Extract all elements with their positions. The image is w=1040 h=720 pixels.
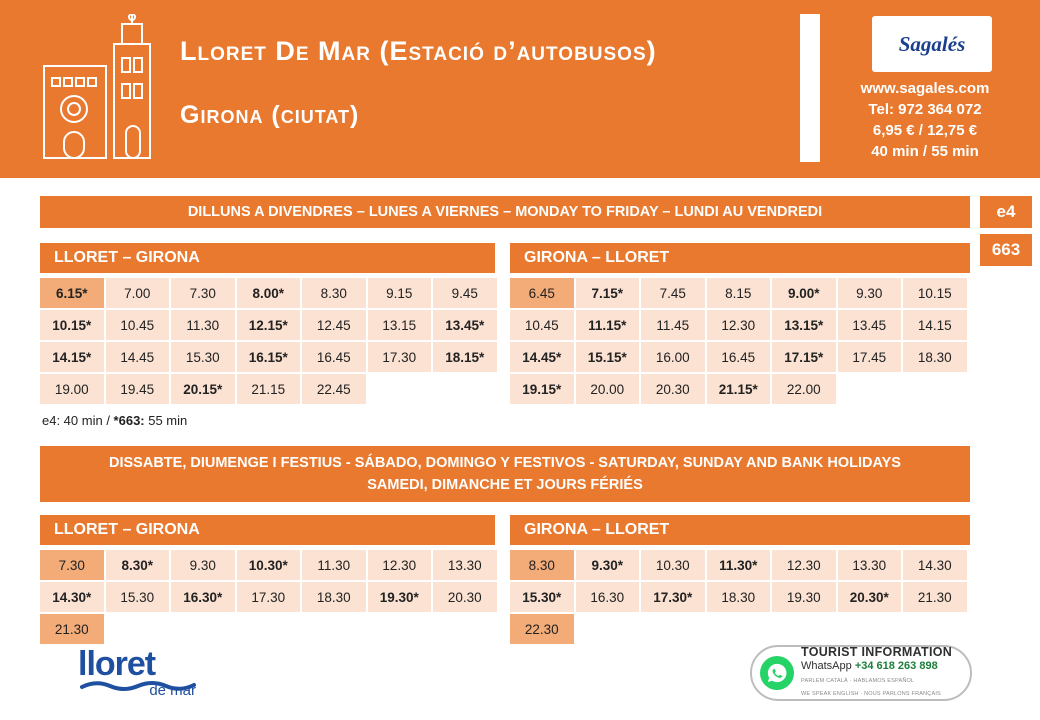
timetable-cell: 13.15* <box>772 310 836 340</box>
timetable-row <box>40 582 497 612</box>
legend-suffix: 55 min <box>144 413 188 428</box>
timetable-cell: 17.45 <box>838 342 902 372</box>
timetable-cell: 12.45 <box>302 310 366 340</box>
timetable-cell-empty <box>368 614 432 644</box>
timetable-cell: 15.30 <box>171 342 235 372</box>
timetable-row <box>510 614 967 644</box>
timetable-cell-empty <box>171 614 235 644</box>
weekend-band-line2: SAMEDI, DIMANCHE ET JOURS FÉRIÉS <box>367 477 643 493</box>
price-text: 6,95 € / 12,75 € <box>872 122 978 139</box>
timetable-cell: 16.30* <box>171 582 235 612</box>
timetable-row <box>40 614 497 644</box>
timetable-cell-empty <box>106 614 170 644</box>
timetable-cell: 13.15 <box>368 310 432 340</box>
whatsapp-icon <box>760 656 794 690</box>
timetable-cell: 16.45 <box>302 342 366 372</box>
timetable-cell: 10.15* <box>40 310 104 340</box>
timetable-cell: 11.30* <box>707 550 771 580</box>
timetable-cell: 18.30 <box>903 342 967 372</box>
timetable-cell-empty <box>838 374 902 404</box>
timetable-cell-empty <box>368 374 432 404</box>
timetable-cell: 14.15 <box>903 310 967 340</box>
phone-text: Tel: 972 364 072 <box>868 101 982 118</box>
timetable-cell: 18.30 <box>302 582 366 612</box>
timetable-cell: 14.45* <box>510 342 574 372</box>
timetable-cell: 21.30 <box>903 582 967 612</box>
weekend-girona-lloret-title: GIRONA – LLORET <box>510 515 970 545</box>
timetable-cell: 11.15* <box>576 310 640 340</box>
legend-bold: *663: <box>113 413 145 428</box>
website-text: www.sagales.com <box>860 80 990 97</box>
timetable-cell: 21.30 <box>40 614 104 644</box>
timetable-cell-empty <box>302 614 366 644</box>
timetable-cell: 11.30 <box>302 550 366 580</box>
whatsapp-label: WhatsApp <box>801 659 855 672</box>
tourist-languages-1: PARLEM CATALÀ · HABLAMOS ESPAÑOL <box>801 677 915 684</box>
timetable-cell: 19.15* <box>510 374 574 404</box>
weekend-band <box>40 446 970 502</box>
timetable-cell: 14.30 <box>903 550 967 580</box>
timetable-row <box>40 342 497 372</box>
timetable-cell: 20.30 <box>433 582 497 612</box>
weekday-girona-lloret-title: GIRONA – LLORET <box>510 243 970 273</box>
weekday-girona-lloret-times <box>510 278 967 404</box>
timetable-cell: 11.45 <box>641 310 705 340</box>
timetable-cell: 12.30 <box>707 310 771 340</box>
timetable-cell: 22.00 <box>772 374 836 404</box>
timetable-cell-empty <box>433 614 497 644</box>
weekend-girona-lloret-times <box>510 550 967 644</box>
timetable-cell-empty <box>903 614 967 644</box>
whatsapp-number: +34 618 263 898 <box>854 659 938 672</box>
tourist-languages-2: WE SPEAK ENGLISH · NOUS PARLONS FRANÇAIS <box>801 690 941 697</box>
duration-text: 40 min / 55 min <box>871 143 979 160</box>
timetable-cell: 12.30 <box>772 550 836 580</box>
lloret-logo-sub: de mar <box>149 682 196 699</box>
timetable-cell: 15.30 <box>106 582 170 612</box>
timetable-cell: 8.00* <box>237 278 301 308</box>
timetable-cell: 9.30* <box>576 550 640 580</box>
timetable-cell: 19.00 <box>40 374 104 404</box>
timetable-cell: 8.30* <box>106 550 170 580</box>
page-subtitle: Girona (ciutat) <box>180 101 360 129</box>
page-header <box>0 0 1040 178</box>
timetable-cell-empty <box>838 614 902 644</box>
page-title: Lloret De Mar (Estació d’autobusos) <box>180 36 657 66</box>
timetable-cell: 10.45 <box>510 310 574 340</box>
church-icon <box>38 14 158 164</box>
timetable-cell: 14.15* <box>40 342 104 372</box>
timetable-cell: 15.15* <box>576 342 640 372</box>
timetable-cell: 17.30 <box>237 582 301 612</box>
timetable-cell-empty <box>576 614 640 644</box>
timetable-cell: 14.45 <box>106 342 170 372</box>
header-titles <box>180 36 800 130</box>
timetable-cell: 9.15 <box>368 278 432 308</box>
lloret-logo-word: lloret <box>78 645 156 683</box>
timetable-cell: 13.30 <box>433 550 497 580</box>
route-badge-663: 663 <box>980 234 1032 266</box>
timetable-cell: 13.45* <box>433 310 497 340</box>
tourist-whatsapp <box>801 661 952 672</box>
lloret-de-mar-logo <box>78 645 208 704</box>
timetable-cell: 17.15* <box>772 342 836 372</box>
timetable-cell: 7.30 <box>40 550 104 580</box>
timetable-cell: 21.15* <box>707 374 771 404</box>
timetable-cell: 6.45 <box>510 278 574 308</box>
timetable-row <box>510 342 967 372</box>
timetable-cell: 17.30* <box>641 582 705 612</box>
timetable-cell: 8.30 <box>510 550 574 580</box>
timetable-row <box>40 550 497 580</box>
weekday-band: DILLUNS A DIVENDRES – LUNES A VIERNES – MONDAY TO FRIDAY – LUNDI AU VENDREDI <box>40 196 970 228</box>
timetable-cell: 10.15 <box>903 278 967 308</box>
timetable-row <box>510 550 967 580</box>
timetable-cell: 11.30 <box>171 310 235 340</box>
timetable-cell: 10.45 <box>106 310 170 340</box>
timetable-cell: 19.45 <box>106 374 170 404</box>
timetable-cell-empty <box>641 614 705 644</box>
timetable-cell-empty <box>433 374 497 404</box>
timetable-cell: 12.30 <box>368 550 432 580</box>
timetable-cell: 8.15 <box>707 278 771 308</box>
weekend-band-line1: DISSABTE, DIUMENGE I FESTIUS - SÁBADO, DOMINGO Y FESTIVOS - SATURDAY, SUNDAY AND BANK HOLIDAYS <box>109 455 901 471</box>
timetable-cell: 13.45 <box>838 310 902 340</box>
timetable-cell: 20.15* <box>171 374 235 404</box>
timetable-cell: 16.15* <box>237 342 301 372</box>
timetable-cell: 12.15* <box>237 310 301 340</box>
timetable-cell: 8.30 <box>302 278 366 308</box>
timetable-cell: 21.15 <box>237 374 301 404</box>
timetable-cell: 19.30 <box>772 582 836 612</box>
timetable-cell: 9.45 <box>433 278 497 308</box>
timetable-cell-empty <box>237 614 301 644</box>
header-contact-info <box>820 78 1030 162</box>
sagales-logo-text: Sagalés <box>898 31 966 56</box>
timetable-cell: 19.30* <box>368 582 432 612</box>
timetable-cell: 14.30* <box>40 582 104 612</box>
timetable-cell: 7.45 <box>641 278 705 308</box>
timetable-cell: 9.30 <box>838 278 902 308</box>
timetable-row <box>40 278 497 308</box>
timetable-cell: 17.30 <box>368 342 432 372</box>
timetable-cell: 22.45 <box>302 374 366 404</box>
timetable-cell: 15.30* <box>510 582 574 612</box>
weekday-lloret-girona-title: LLORET – GIRONA <box>40 243 495 273</box>
tourist-title: TOURIST INFORMATION <box>801 644 953 659</box>
timetable-cell: 6.15* <box>40 278 104 308</box>
timetable-cell: 13.30 <box>838 550 902 580</box>
weekday-lloret-girona-times <box>40 278 497 404</box>
timetable-row <box>510 278 967 308</box>
timetable-cell: 16.30 <box>576 582 640 612</box>
timetable-cell: 16.00 <box>641 342 705 372</box>
weekday-legend <box>42 413 187 428</box>
timetable-cell-empty <box>707 614 771 644</box>
timetable-row <box>40 374 497 404</box>
timetable-cell: 18.15* <box>433 342 497 372</box>
timetable-cell: 9.30 <box>171 550 235 580</box>
wave-icon <box>80 680 200 692</box>
timetable-cell: 9.00* <box>772 278 836 308</box>
header-divider <box>800 14 820 162</box>
timetable-cell: 22.30 <box>510 614 574 644</box>
weekend-lloret-girona-title: LLORET – GIRONA <box>40 515 495 545</box>
tourist-text-block <box>801 644 953 700</box>
timetable-cell: 7.15* <box>576 278 640 308</box>
timetable-cell: 7.30 <box>171 278 235 308</box>
timetable-row <box>40 310 497 340</box>
timetable-row <box>510 310 967 340</box>
timetable-cell: 20.30* <box>838 582 902 612</box>
timetable-row <box>510 374 967 404</box>
timetable-cell: 10.30* <box>237 550 301 580</box>
route-badge-e4: e4 <box>980 196 1032 228</box>
timetable-cell: 18.30 <box>707 582 771 612</box>
legend-prefix: e4: 40 min / <box>42 413 114 428</box>
timetable-cell: 20.00 <box>576 374 640 404</box>
timetable-row <box>510 582 967 612</box>
timetable-cell-empty <box>903 374 967 404</box>
tourist-information-badge <box>750 645 972 701</box>
weekend-lloret-girona-times <box>40 550 497 644</box>
timetable-cell: 16.45 <box>707 342 771 372</box>
timetable-cell: 7.00 <box>106 278 170 308</box>
sagales-logo <box>872 16 992 72</box>
timetable-cell-empty <box>772 614 836 644</box>
timetable-cell: 20.30 <box>641 374 705 404</box>
timetable-cell: 10.30 <box>641 550 705 580</box>
